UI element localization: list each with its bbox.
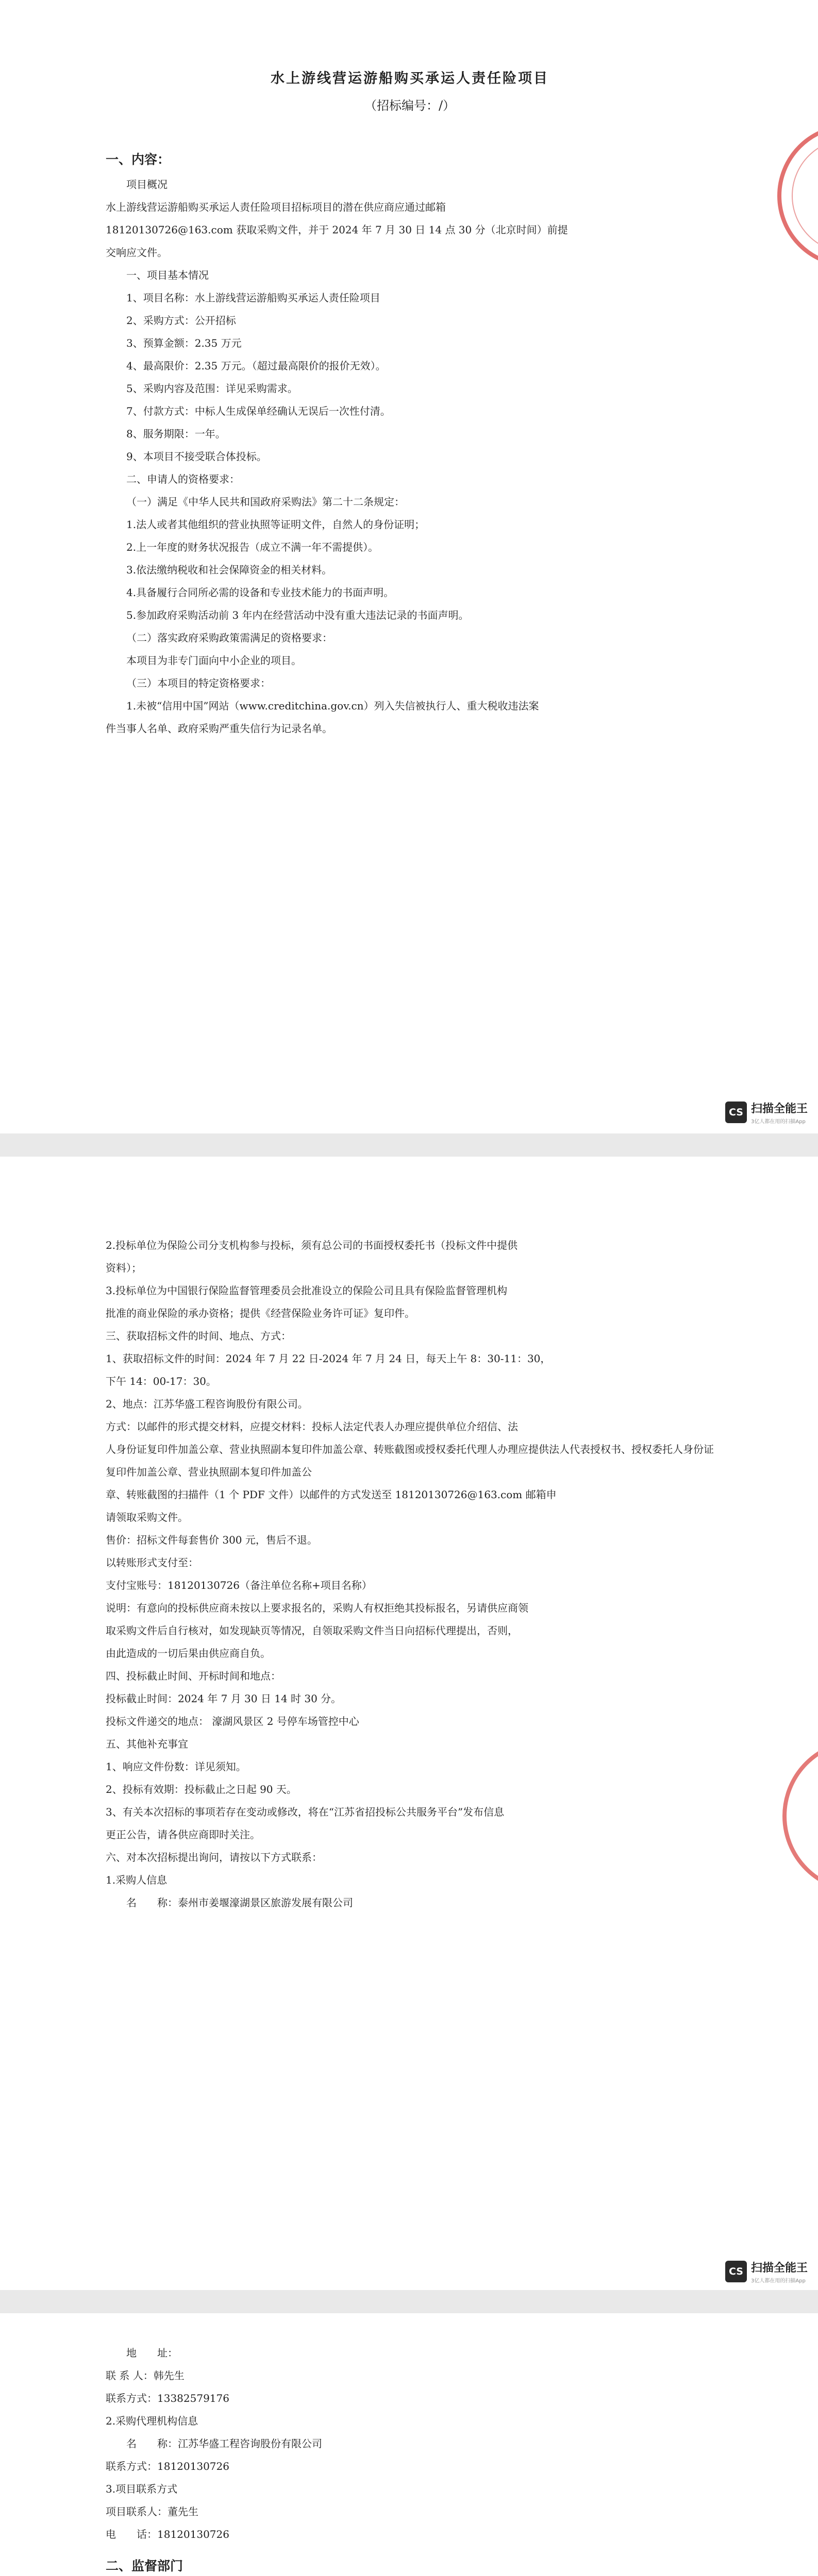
list-item: （一）满足《中华人民共和国政府采购法》第二十二条规定： [126,496,405,508]
list-item: 5.参加政府采购活动前 3 年内在经营活动中没有重大违法记录的书面声明。 [126,609,469,621]
page-3 [0,2313,818,2576]
paragraph: 方式：以邮件的形式提交材料，应提交材料：投标人法定代表人办理应提供单位介绍信、法 [106,1420,518,1433]
scanner-name: 扫描全能王 [750,2262,808,2275]
paragraph: 取采购文件后自行核对，如发现缺页等情况，自领取采购文件当日向招标代理提出，否则， [106,1624,518,1637]
list-item: 3.依法缴纳税收和社会保障资金的相关材料。 [126,564,332,576]
paragraph: 售价：招标文件每套售价 300 元，售后不退。 [106,1534,318,1546]
paragraph: 电 话：18120130726 [106,2528,229,2540]
paragraph: 说明：有意向的投标供应商未按以上要求报名的，采购人有权拒绝其投标报名，另请供应商领 [106,1602,528,1614]
page-1-content [106,67,714,740]
paragraph: 下午 14：00-17：30。 [106,1375,216,1387]
heading-qualification: 二、申请人的资格要求： [126,473,240,485]
paragraph: 投标截止时间：2024 年 7 月 30 日 14 时 30 分。 [106,1692,342,1705]
paragraph: 1、响应文件份数：详见须知。 [106,1760,246,1773]
list-item: 4.具备履行合同所必需的设备和专业技术能力的书面声明。 [126,586,394,599]
paragraph: 水上游线营运游船购买承运人责任险项目招标项目的潜在供应商应通过邮箱 [106,201,446,213]
heading-other: 五、其他补充事宜 [106,1738,188,1750]
paragraph: 2、地点：江苏华盛工程咨询股份有限公司。 [106,1398,308,1410]
paragraph: 项目联系人：董先生 [106,2505,198,2518]
paragraph: 交响应文件。 [106,246,168,259]
paragraph: 1、获取招标文件的时间：2024 年 7 月 22 日-2024 年 7 月 24 日，每天上午 8：30-11：30， [106,1352,551,1365]
list-item: 本项目为非专门面向中小企业的项目。 [126,654,302,667]
list-item: 1、项目名称：水上游线营运游船购买承运人责任险项目 [126,292,380,304]
heading-obtain-docs: 三、获取招标文件的时间、地点、方式： [106,1330,291,1342]
page-2 [0,1157,818,2290]
list-item: 2.上一年度的财务状况报告（成立不满一年不需提供）。 [126,541,379,553]
document-title: 水上游线营运游船购买承运人责任险项目 [271,71,549,87]
paragraph: 项目概况 [126,178,168,191]
paragraph: 批准的商业保险的承办资格；提供《经营保险业务许可证》复印件。 [106,1307,415,1319]
list-item: 4、最高限价：2.35 万元。（超过最高限价的报价无效）。 [126,360,386,372]
paragraph: 章、转账截图的扫描件（1 个 PDF 文件）以邮件的方式发送至 18120130726@163.com 邮箱申 [106,1488,557,1501]
list-item: 5、采购内容及范围：详见采购需求。 [126,382,298,395]
page-2-content [106,1234,714,1914]
section-1-title: 一、内容： [106,152,171,167]
scanner-watermark [725,2259,808,2284]
paragraph: 请领取采购文件。 [106,1511,188,1523]
paragraph: 资料）； [106,1262,142,1274]
paragraph: 2.投标单位为保险公司分支机构参与投标，须有总公司的书面授权委托书（投标文件中提供 [106,1239,518,1251]
paragraph: 2、投标有效期：投标截止之日起 90 天。 [106,1783,297,1795]
seal-partial-graphic [772,118,818,273]
paragraph: 3.项目联系方式 [106,2483,178,2495]
heading-basic-info: 一、项目基本情况 [126,269,209,281]
paragraph: 18120130726@163.com 获取采购文件，并于 2024 年 7 月 30 日 14 点 30 分（北京时间）前提 [106,224,568,236]
seal-partial-graphic [777,1734,818,1899]
list-item: （二）落实政府采购政策需满足的资格要求： [126,632,332,644]
list-item: 9、本项目不接受联合体投标。 [126,450,267,463]
paragraph: 联 系 人：韩先生 [106,2369,185,2382]
list-item: （三）本项目的特定资格要求： [126,677,271,689]
paragraph: 以转账形式支付至： [106,1556,198,1569]
heading-deadline: 四、投标截止时间、开标时间和地点： [106,1670,281,1682]
scanner-tagline: 3亿人都在用的扫描App [750,1119,806,1125]
scanner-logo-icon: CS [725,1101,747,1123]
list-item: 7、付款方式：中标人生成保单经确认无误后一次性付清。 [126,405,391,417]
heading-inquiry: 六、对本次招标提出询问，请按以下方式联系： [106,1851,322,1863]
paragraph: 联系方式：13382579176 [106,2392,229,2404]
paragraph: 联系方式：18120130726 [106,2460,229,2472]
paragraph: 由此造成的一切后果由供应商自负。 [106,1647,271,1659]
paragraph: 支付宝账号：18120130726（备注单位名称+项目名称） [106,1579,372,1591]
paragraph: 人身份证复印件加盖公章、营业执照副本复印件加盖公章、转账截图或授权委托代理人办理应提供法人代表授权书、授权委托人身份证复印件加盖公章、营业执照副本复印件加盖公 [106,1443,714,1478]
document-subtitle: （招标编号：/） [364,98,456,113]
list-item: 8、服务期限：一年。 [126,428,226,440]
section-2-title: 二、监督部门 [106,2558,183,2573]
paragraph: 名 称：泰州市姜堰濠湖景区旅游发展有限公司 [126,1896,353,1909]
scanner-tagline: 3亿人都在用的扫描App [750,2278,806,2284]
paragraph: 投标文件递交的地点： 濠湖风景区 2 号停车场管控中心 [106,1715,359,1727]
paragraph: 名 称：江苏华盛工程咨询股份有限公司 [126,2437,322,2450]
scanner-logo-icon: CS [725,2261,747,2282]
page-3-content [106,2342,714,2576]
paragraph: 2.采购代理机构信息 [106,2415,198,2427]
scanner-watermark [725,1100,808,1125]
page-1 [0,0,818,1133]
paragraph: 更正公告，请各供应商即时关注。 [106,1828,260,1841]
paragraph: 件当事人名单、政府采购严重失信行为记录名单。 [106,722,332,735]
list-item: 3、预算金额：2.35 万元 [126,337,242,349]
paragraph: 地 址： [126,2347,178,2359]
list-item: 2、采购方式：公开招标 [126,314,236,327]
paragraph: 3、有关本次招标的事项若存在变动或修改，将在“江苏省招投标公共服务平台”发布信息 [106,1806,505,1818]
paragraph: 1.采购人信息 [106,1874,168,1886]
paragraph: 3.投标单位为中国银行保险监督管理委员会批准设立的保险公司且具有保险监督管理机构 [106,1284,508,1297]
list-item: 1.法人或者其他组织的营业执照等证明文件，自然人的身份证明； [126,518,425,531]
list-item: 1.未被“信用中国”网站（www.creditchina.gov.cn）列入失信被执行人、重大税收违法案 [126,700,539,712]
scanner-name: 扫描全能王 [750,1103,808,1115]
